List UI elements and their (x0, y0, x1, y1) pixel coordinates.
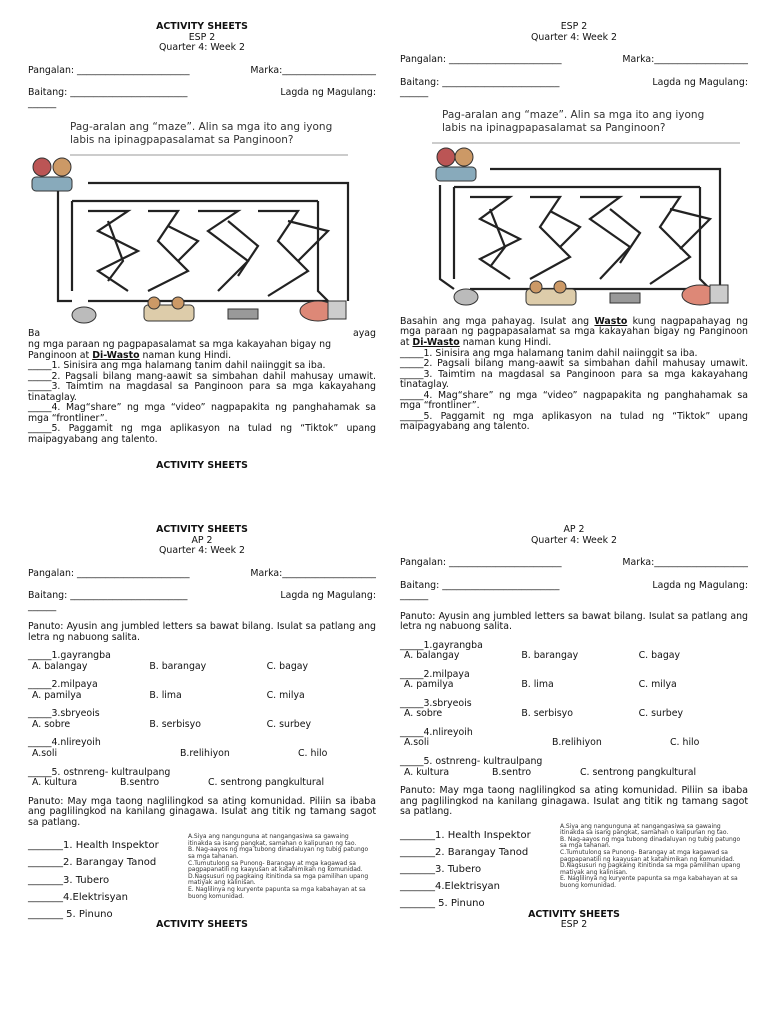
match-choice: B. Nag-aayos ng mga tubong dinadaluyan ng tubig patungo sa mga tahanan. (188, 846, 369, 860)
maze-instruction-line: labis na ipinagpapasalamat sa Panginoon? (70, 134, 294, 147)
match-choice: C.Tumutulong sa Punong- Barangay at mga kagawad sa pagpapanatili ng kaayusan at katahimikan ng komunidad. (188, 859, 363, 874)
baitang-field[interactable]: Baitang: _________________________ (28, 87, 188, 99)
match-choice: D.Nagsusuri ng pagkaing itinitinda sa mga pamilihan upang matiyak ang kalinisan. (188, 872, 369, 887)
matching-section (400, 824, 748, 910)
lagda-field[interactable]: ______ (400, 87, 429, 99)
match-item: _______ 5. Pinuno (400, 898, 485, 910)
wasto-term: Wasto (594, 315, 628, 327)
jumbled-word: _____2.milpaya (400, 668, 470, 680)
lagda-label: Lagda ng Magulang: (280, 590, 376, 602)
children-icon (436, 148, 476, 181)
choice-a: A. balangay (32, 660, 88, 672)
statement-item: _____5. Paggamit ng mga aplikasyon na tulad ng “Tiktok” upang maipagyabang ang talento. (28, 423, 376, 445)
choice-b: B.sentro (492, 766, 532, 778)
intro-fragment: naman kung Hindi. (139, 349, 232, 361)
match-choice: B. Nag-aayos ng mga tubong dinadaluyan ng tubig patungo sa mga tahanan. (560, 835, 741, 850)
choice-a: A. sobre (404, 708, 443, 720)
choice-c: C. bagay (638, 650, 681, 662)
statement-item: _____1. Sinisira ang mga halamang tanim dahil naiinggit sa iba. (400, 347, 698, 359)
choice-c: C. hilo (298, 747, 328, 759)
jumbled-item (28, 680, 376, 701)
match-choice: C.Tumutulong sa Punong- Barangay at mga kagawad sa pagpapanatili ng kaayusan at katahimikan ng komunidad. (560, 849, 735, 863)
choice-c: C. milya (638, 679, 677, 691)
marka-field[interactable]: Marka:____________________ (250, 64, 376, 76)
lagda-label: Lagda ng Magulang: (280, 87, 376, 99)
footer-title: ACTIVITY SHEETS (528, 908, 620, 920)
match-item: _______2. Barangay Tanod (400, 846, 529, 858)
quarter: Quarter 4: Week 2 (531, 31, 617, 43)
choice-c: C. hilo (670, 737, 700, 749)
jumbled-word: _____5. ostnreng- kultraulpang (400, 755, 543, 767)
choice-b: B. barangay (521, 650, 579, 662)
footer-title: ACTIVITY SHEETS (156, 460, 248, 472)
jumbled-item (400, 699, 748, 720)
pangalan-field[interactable]: Pangalan: ________________________ (28, 567, 190, 579)
subject: AP 2 (563, 524, 585, 535)
subject: ESP 2 (560, 21, 588, 32)
pangalan-field[interactable]: Pangalan: ________________________ (28, 64, 190, 76)
jumbled-item (400, 728, 748, 749)
choice-c: C. bagay (266, 660, 309, 672)
quarter: Quarter 4: Week 2 (159, 42, 245, 54)
maze-instruction (400, 109, 748, 135)
choice-c: C. sentrong pangkultural (208, 777, 325, 789)
footer-title: ACTIVITY SHEETS (156, 919, 248, 931)
statement-item: _____4. Mag“share” ng mga “video” nagpapakita ng panghahamak sa mga “frontliner”. (28, 402, 376, 424)
choice-b: B.sentro (120, 777, 160, 789)
quarter: Quarter 4: Week 2 (531, 534, 617, 546)
jumbled-word: _____4.nlireyoih (400, 726, 473, 738)
choice-a: A. pamilya (404, 679, 454, 691)
panuto-matching: Panuto: May mga taong naglilingkod sa ating komunidad. Piliin sa ibaba ang paglilingkod na kanilang ginagawa. Isulat ang titik ng tamang sagot sa patlang. (28, 795, 376, 828)
jumbled-item (28, 768, 376, 789)
match-item: _______2. Barangay Tanod (28, 857, 157, 869)
match-choice: A.Siya ang nangunguna at nangangasiwa sa gawaing itinakda sa isang pangkat, samahan o kalipunan ng tao. (560, 822, 729, 837)
choice-a: A. kultura (404, 766, 450, 778)
choice-c: C. surbey (638, 708, 684, 720)
intro-fragment: Panginoon at (28, 349, 93, 361)
intro-fragment: Basahin ang mga pahayag. Isulat ang (400, 315, 595, 327)
match-choice: E. Naglilinya ng kuryente papunta sa mga kabahayan at sa buong komunidad. (560, 875, 738, 889)
choice-a: A. balangay (404, 650, 460, 662)
maze-instruction-line: labis na ipinagpapasalamat sa Panginoon? (442, 121, 666, 134)
jumbled-word: _____4.nlireyoih (28, 737, 101, 749)
statement-item: _____1. Sinisira ang mga halamang tanim dahil naiinggit sa iba. (28, 360, 326, 372)
statement-item: _____2. Pagsali bilang mang-aawit sa simbahan dahil mahusay umawit. _____3. Taimtim na magdasal sa Panginoon para sa mga kakayahang tinataglay. (28, 370, 376, 403)
statement-item: _____4. Mag“share” ng mga “video” nagpapakita ng panghahamak sa mga “frontliner”. (400, 389, 748, 412)
choice-c: C. milya (266, 689, 305, 701)
intro-text (400, 317, 748, 349)
ap-sheet-left (28, 525, 376, 1025)
jumbled-word: _____1.gayrangba (400, 639, 483, 651)
match-item: _______3. Tubero (28, 874, 110, 886)
pangalan-field[interactable]: Pangalan: ________________________ (400, 557, 562, 569)
choice-a: A.soli (32, 747, 58, 759)
match-item: _______1. Health Inspektor (400, 829, 531, 841)
intro-fragment: ayag (353, 328, 376, 340)
jumbled-item (28, 709, 376, 730)
jumbled-word: _____2.milpaya (28, 679, 98, 691)
jumbled-word: _____1.gayrangba (28, 650, 111, 662)
statement-item: _____2. Pagsali bilang mang-aawit sa simbahan dahil mahusay umawit. _____3. Taimtim na magdasal sa Panginoon para sa mga kakayahang tinataglay. (400, 358, 748, 391)
esp-sheet-right (400, 22, 748, 522)
match-choice: A.Siya ang nangunguna at nangangasiwa sa gawaing itinakda sa isang pangkat, samahan o kalipunan ng tao. (188, 833, 357, 847)
diwasto-term: Di-Wasto (92, 349, 140, 361)
lagda-label: Lagda ng Magulang: (652, 579, 748, 591)
match-item: _______4.Elektrisyan (28, 891, 128, 903)
match-item: _______4.Elektrisyan (400, 881, 500, 893)
panuto-jumbled: Panuto: Ayusin ang jumbled letters sa bawat bilang. Isulat sa patlang ang letra ng nabuong salita. (400, 610, 748, 633)
choice-a: A. sobre (32, 718, 71, 730)
intro-fragment: kung nagpapahayag ng mga paraan ng pagpapasalamat sa mga kakayahan bigay ng Panginoon at (400, 315, 748, 348)
pangalan-field[interactable]: Pangalan: ________________________ (400, 54, 562, 66)
panuto-jumbled: Panuto: Ayusin ang jumbled letters sa bawat bilang. Isulat sa patlang ang letra ng nabuong salita. (28, 621, 376, 643)
baitang-field[interactable]: Baitang: _________________________ (400, 76, 560, 88)
maze-instruction (28, 121, 376, 147)
match-item: _______3. Tubero (400, 864, 482, 875)
jumbled-item (400, 670, 748, 691)
lagda-field[interactable]: ______ (28, 97, 57, 109)
choice-b: B. lima (149, 689, 182, 701)
marka-field[interactable]: Marka:____________________ (622, 54, 748, 66)
lagda-field[interactable]: ______ (400, 590, 429, 602)
maze-instruction-line: Pag-aralan ang “maze”. Alin sa mga ito ang iyong (70, 121, 333, 134)
match-choice: E. Naglilinya ng kuryente papunta sa mga kabahayan at sa buong komunidad. (188, 885, 366, 900)
choice-b: B. serbisyo (521, 708, 573, 720)
choice-b: B. lima (521, 679, 554, 691)
sheet-title: ACTIVITY SHEETS (156, 524, 248, 535)
match-item: _______1. Health Inspektor (28, 840, 159, 852)
bottom-pictures-icon (454, 281, 728, 305)
choice-b: B.relihiyon (552, 737, 602, 749)
footer-subject: ESP 2 (560, 919, 588, 931)
intro-fragment: Ba (28, 328, 41, 340)
choice-b: B. serbisyo (149, 718, 201, 730)
matching-section (28, 834, 376, 920)
diwasto-term: Di-Wasto (412, 336, 460, 348)
choice-a: A. pamilya (32, 689, 82, 701)
lagda-field[interactable]: ______ (28, 600, 57, 612)
choice-b: B.relihiyon (180, 747, 230, 759)
intro-fragment: naman kung Hindi. (459, 336, 552, 348)
intro-text: ng mga paraan ng pagpapasalamat sa mga kakayahan bigay ng (28, 338, 332, 350)
subject: ESP 2 (188, 31, 216, 43)
choice-c: C. surbey (266, 718, 312, 730)
maze-picture (28, 151, 376, 329)
match-item: _______ 5. Pinuno (28, 908, 113, 920)
baitang-field[interactable]: Baitang: _________________________ (28, 590, 188, 602)
baitang-field[interactable]: Baitang: _________________________ (400, 579, 560, 591)
marka-field[interactable]: Marka:____________________ (622, 557, 748, 569)
esp-sheet-left (28, 22, 376, 522)
match-choice: D.Nagsusuri ng pagkaing itinitinda sa mga pamilihan upang matiyak ang kalinisan. (560, 862, 741, 876)
jumbled-word: _____3.sbryeois (400, 697, 472, 709)
choice-a: A.soli (404, 737, 430, 749)
jumbled-item (400, 641, 748, 662)
sheet-title: ACTIVITY SHEETS (156, 21, 248, 32)
maze-instruction-line: Pag-aralan ang “maze”. Alin sa mga ito ang iyong (442, 108, 705, 121)
marka-field[interactable]: Marka:____________________ (250, 567, 376, 579)
jumbled-item (400, 757, 748, 778)
lagda-label: Lagda ng Magulang: (652, 76, 748, 88)
jumbled-word: _____3.sbryeois (28, 708, 100, 720)
ap-sheet-right (400, 525, 748, 1025)
choice-a: A. kultura (32, 777, 78, 789)
choice-c: C. sentrong pangkultural (580, 766, 697, 778)
panuto-matching: Panuto: May mga taong naglilingkod sa ating komunidad. Piliin sa ibaba ang paglilingkod na kanilang ginagawa. Isulat ang titik ng tamang sagot sa patlang. (400, 785, 748, 818)
quarter: Quarter 4: Week 2 (159, 545, 245, 557)
jumbled-item (28, 651, 376, 672)
jumbled-item (28, 738, 376, 759)
jumbled-word: _____5. ostnreng- kultraulpang (28, 766, 171, 778)
maze-picture (400, 139, 748, 317)
subject: AP 2 (191, 534, 213, 546)
statement-item: _____5. Paggamit ng mga aplikasyon na tulad ng “Tiktok” upang maipagyabang ang talento. (400, 410, 748, 433)
children-icon (32, 158, 72, 191)
choice-b: B. barangay (149, 660, 207, 672)
